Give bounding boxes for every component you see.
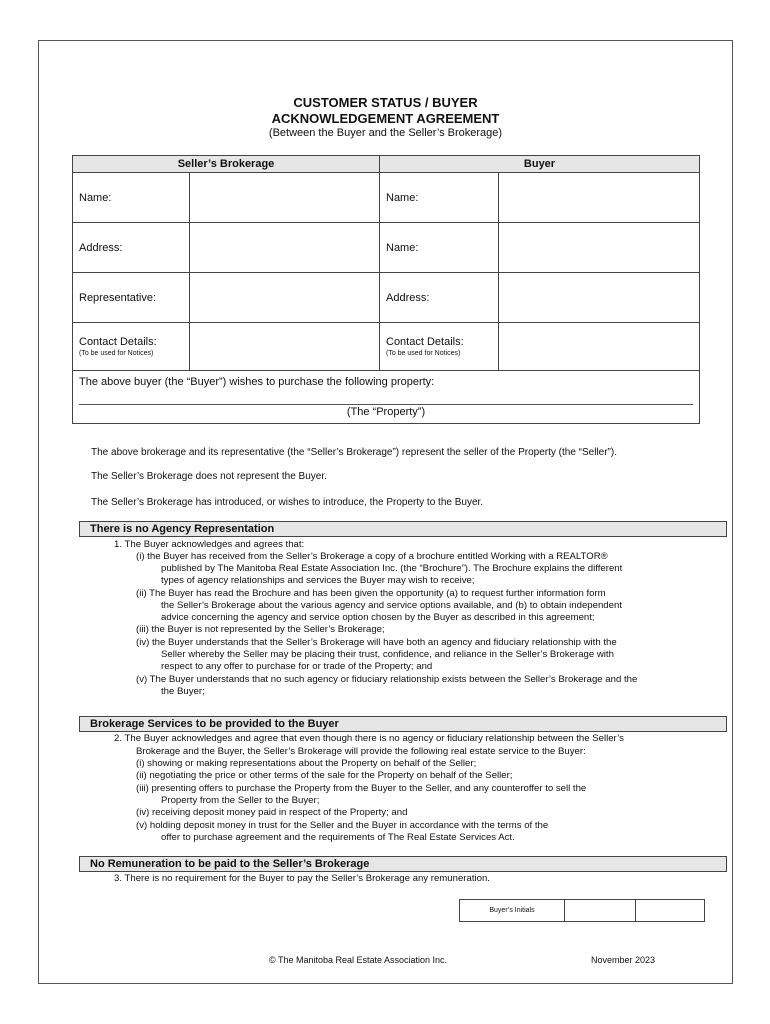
intro-paragraph-3: The Seller’s Brokerage has introduced, or wishes to introduce, the Property to the Buyer. <box>91 497 484 508</box>
intro-paragraph-1: The above brokerage and its representative (the “Seller’s Brokerage”) represent the seller of the Property (the “Seller”). <box>91 447 617 458</box>
intro-paragraph-2: The Seller’s Brokerage does not represent the Buyer. <box>91 471 327 482</box>
s2-line-5: (iii) presenting offers to purchase the Property from the Buyer to the Seller, and any counteroffer to sell the <box>136 783 587 794</box>
s2-line-3: (i) showing or making representations about the Property on behalf of the Seller; <box>136 758 477 769</box>
s1-line-13: the Buyer; <box>161 686 205 697</box>
seller-address-field[interactable] <box>190 223 380 273</box>
seller-representative-field[interactable] <box>190 273 380 323</box>
buyers-initials-label: Buyer’s Initials <box>460 900 565 922</box>
title-line-2: ACKNOWLEDGEMENT AGREEMENT <box>271 111 500 126</box>
buyer-name-label: Name: <box>380 173 499 223</box>
s1-line-9: (iv) the Buyer understands that the Seller’s Brokerage will have both an agency and fiduciary relationship with the <box>136 637 617 648</box>
initials-field-2[interactable] <box>636 900 705 922</box>
s1-line-2: (i) the Buyer has received from the Seller’s Brokerage a copy of a brochure entitled Working with a REALTOR® <box>136 551 608 562</box>
parties-table <box>72 155 700 424</box>
seller-contact-label <box>73 323 190 371</box>
buyer-contact-field[interactable] <box>499 323 700 371</box>
seller-name-field[interactable] <box>190 173 380 223</box>
section-2-heading: Brokerage Services to be provided to the Buyer <box>79 716 727 732</box>
seller-contact-note: (To be used for Notices) <box>79 350 154 357</box>
s2-line-7: (iv) receiving deposit money paid in respect of the Property; and <box>136 807 408 818</box>
s1-line-12: (v) The Buyer understands that no such agency or fiduciary relationship exists between the Seller’s Brokerage and the <box>136 674 638 685</box>
s2-line-8: (v) holding deposit money in trust for the Seller and the Buyer in accordance with the terms of the <box>136 820 549 831</box>
s2-line-1: 2. The Buyer acknowledges and agree that even though there is no agency or fiduciary relationship between the Seller’s <box>114 733 624 744</box>
buyer-name-2-label: Name: <box>380 223 499 273</box>
s1-line-6: the Seller’s Brokerage about the various agency and service options available, and (b) to obtain independent <box>161 600 622 611</box>
s1-line-11: respect to any offer to purchase for or trade of the Property; and <box>161 661 433 672</box>
subtitle: (Between the Buyer and the Seller’s Brokerage) <box>268 127 503 139</box>
buyer-name-2-field[interactable] <box>499 223 700 273</box>
section-1-heading: There is no Agency Representation <box>79 521 727 537</box>
seller-name-label: Name: <box>73 173 190 223</box>
footer-copyright: © The Manitoba Real Estate Association Inc. <box>269 955 448 965</box>
buyer-address-field[interactable] <box>499 273 700 323</box>
s1-line-7: advice concerning the agency and service option chosen by the Buyer as described in this agreement; <box>161 612 595 623</box>
buyer-address-label: Address: <box>380 273 499 323</box>
s2-line-4: (ii) negotiating the price or other terms of the sale for the Property on behalf of the Seller; <box>136 770 513 781</box>
footer-date: November 2023 <box>591 955 656 965</box>
s1-line-8: (iii) the Buyer is not represented by the Seller’s Brokerage; <box>136 624 385 635</box>
s1-line-1: 1. The Buyer acknowledges and agrees that: <box>114 539 305 550</box>
seller-contact-field[interactable] <box>190 323 380 371</box>
s2-line-2: Brokerage and the Buyer, the Seller’s Brokerage will provide the following real estate service to the Buyer: <box>136 746 586 757</box>
document-page <box>38 40 733 984</box>
buyer-contact-label <box>380 323 499 371</box>
initials-box <box>459 899 705 922</box>
s2-line-9: offer to purchase agreement and the requirements of The Real Estate Services Act. <box>161 832 515 843</box>
title-line-1: CUSTOMER STATUS / BUYER <box>293 95 478 110</box>
seller-representative-label: Representative: <box>73 273 190 323</box>
s2-line-6: Property from the Seller to the Buyer; <box>161 795 320 806</box>
s1-line-10: Seller whereby the Seller may be placing their trust, confidence, and reliance in the Seller’s Brokerage with <box>161 649 614 660</box>
section-3-heading: No Remuneration to be paid to the Seller’s Brokerage <box>79 856 727 872</box>
seller-brokerage-header: Seller’s Brokerage <box>73 156 380 173</box>
s1-line-5: (ii) The Buyer has read the Brochure and has been given the opportunity (a) to request further information form <box>136 588 606 599</box>
initials-field-1[interactable] <box>565 900 636 922</box>
property-caption: (The “Property”) <box>346 406 426 418</box>
property-input-line[interactable] <box>79 404 693 405</box>
s1-line-3: published by The Manitoba Real Estate Association Inc. (the “Brochure”). The Brochure explains the different <box>161 563 623 574</box>
seller-address-label: Address: <box>73 223 190 273</box>
seller-contact-text: Contact Details: <box>79 336 157 348</box>
buyer-contact-text: Contact Details: <box>386 336 464 348</box>
buyer-header: Buyer <box>380 156 700 173</box>
s1-line-4: types of agency relationships and services the Buyer may wish to receive; <box>161 575 475 586</box>
property-cell <box>73 371 700 424</box>
buyer-name-field[interactable] <box>499 173 700 223</box>
s3-line-1: 3. There is no requirement for the Buyer to pay the Seller’s Brokerage any remuneration. <box>114 873 490 884</box>
buyer-contact-note: (To be used for Notices) <box>386 350 461 357</box>
property-text: The above buyer (the “Buyer”) wishes to purchase the following property: <box>79 376 435 388</box>
